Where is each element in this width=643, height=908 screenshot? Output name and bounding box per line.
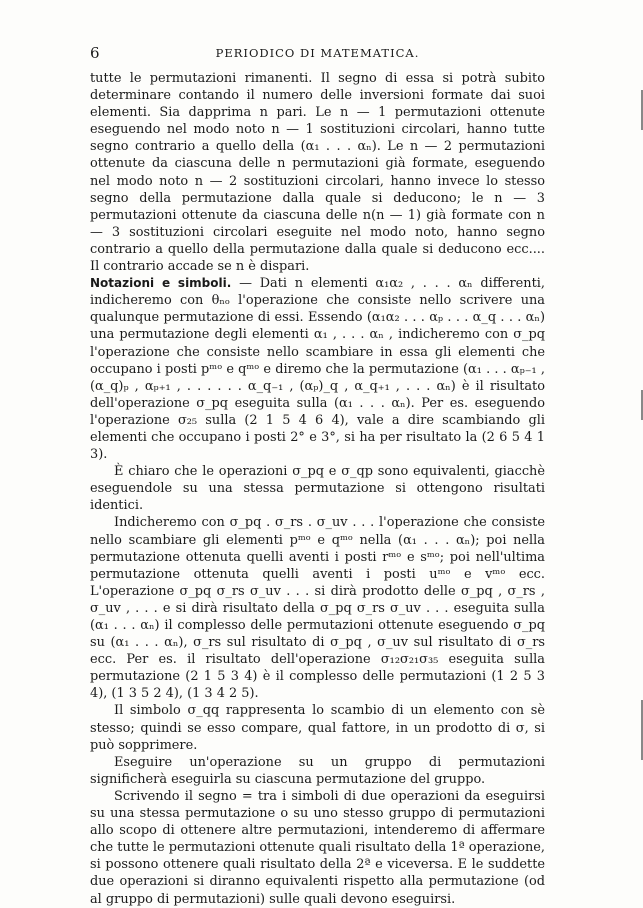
paragraph-5: Il simbolo σ_qq rappresenta lo scambio di un elemento con sè stesso; quindi se esso compare, qual fattore, in un prodotto di σ, si può sopprimere. — [90, 703, 545, 753]
running-title: PERIODICO DI MATEMATICA. — [215, 46, 420, 60]
paragraph-6: Eseguire un'operazione su un gruppo di permutazioni significherà eseguirla su ciascuna permutazione del gruppo. — [90, 754, 545, 787]
page-number: 6 — [90, 44, 100, 62]
paragraph-3: È chiaro che le operazioni σ_pq e σ_qp sono equivalenti, giacchè eseguendole su una stessa permutazione si ottengono risultati identici. — [90, 464, 545, 514]
section-heading: Notazioni e simboli. — [90, 276, 232, 291]
page-body — [90, 70, 545, 908]
paragraph-1: tutte le permutazioni rimanenti. Il segno di essa si potrà subito determinare contando il numero delle inversioni formate dai suoi elementi. Sia dapprima n pari. Le n — 1 permutazioni ottenute eseguendo nel modo noto n — 1 sostituzioni circolari, hanno tutte segno contrario a quello della (α₁ . . . αₙ). Le n — 2 permutazioni ottenute da ciascuna delle n permutazioni già formate, eseguendo nel modo noto n — 2 sostituzioni circolari, hanno invece lo stesso segno della permutazione dalla quale si deducono; le n — 3 permutazioni ottenute da ciascuna delle n(n — 1) già formate con n — 3 sostituzioni circolari eseguite nel modo noto, hanno segno contrario a quello della permutazione dalla quale si deducono ecc.... Il contrario accade se n è dispari. — [90, 71, 545, 275]
paragraph-7: Scrivendo il segno = tra i simboli di due operazioni da eseguirsi su una stessa permutazione o su uno stesso gruppo di permutazioni allo scopo di ottenere altre permutazioni, intenderemo di affermare che tutte le permutazioni ottenute quali risultato della 1ª operazione, si possono ottenere quali risultato della 2ª e viceversa. E le suddette due operazioni si diranno equivalenti rispetto alla permutazione (od al gruppo di permutazioni) sulle quali devono eseguirsi. — [90, 788, 545, 907]
paragraph-4: Indicheremo con σ_pq . σ_rs . σ_uv . . . l'operazione che consiste nello scambiare gli elementi pᵐᵒ e qᵐᵒ nella (α₁ . . . αₙ); poi nella permutazione ottenuta quelli aventi i posti rᵐᵒ e sᵐᵒ; poi nell'ultima permutazione ottenuta quelli aventi i posti uᵐᵒ e vᵐᵒ ecc. L'operazione σ_pq σ_rs σ_uv . . . si dirà prodotto delle σ_pq , σ_rs , σ_uv , . . . e si dirà risultato della σ_pq σ_rs σ_uv . . . eseguita sulla (α₁ . . . αₙ) il complesso delle permutazioni ottenute eseguendo σ_pq su (α₁ . . . αₙ), σ_rs sul risultato di σ_pq , σ_uv sul risultato di σ_rs ecc. Per es. il risultato dell'operazione σ₁₂σ₂₁σ₃₅ eseguita sulla permutazione (2 1 5 3 4) è il complesso delle permutazioni (1 2 5 3 4), (1 3 5 2 4), (1 3 4 2 5). — [90, 515, 545, 702]
page-header — [90, 44, 545, 64]
paragraph-2 — [90, 275, 545, 463]
paragraph-2-text: — Dati n elementi α₁α₂ , . . . αₙ differenti, indicheremo con θₙₒ l'operazione che consiste nello scrivere una qualunque permutazione di essi. Essendo (α₁α₂ . . . αₚ . . . α_q . . . αₙ) una permutazione degli elementi α₁ , . . . αₙ , indicheremo con σ_pq l'operazione che consiste nello scambiare in essa gli elementi che occupano i posti pᵐᵒ e qᵐᵒ e diremo che la permutazione (α₁ . . . αₚ₋₁ , (α_q)ₚ , αₚ₊₁ , . . . . . . α_q₋₁ , (αₚ)_q , α_q₊₁ , . . . αₙ) è il risultato dell'operazione σ_pq eseguita sulla (α₁ . . . αₙ). Per es. eseguendo l'operazione σ₂₅ sulla (2 1 5 4 6 4), vale a dire scambiando gli elementi che occupano i posti 2° e 3°, si ha per risultato la (2 6 5 4 1 3). — [90, 276, 546, 463]
